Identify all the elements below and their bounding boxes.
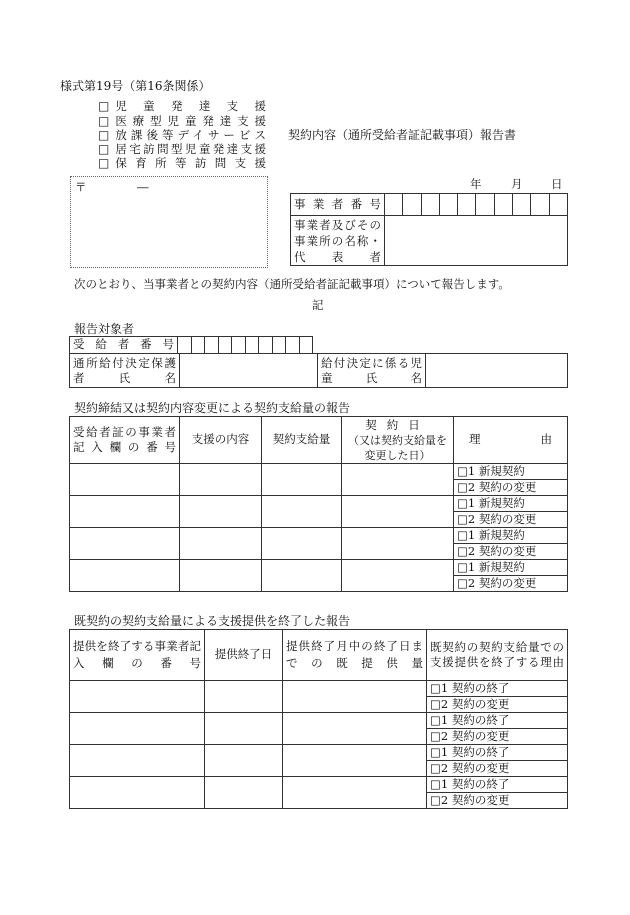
reason-contract-change[interactable]: [427, 697, 568, 713]
entry-number-cell[interactable]: [70, 528, 180, 560]
section1-title: 報告対象者: [74, 322, 135, 336]
amount-cell[interactable]: [262, 528, 342, 560]
termination-entry-header: 提供を終了する事業者記入欄の番号: [70, 630, 205, 681]
checkbox-icon[interactable]: □: [457, 479, 468, 494]
termination-entry-cell[interactable]: [70, 713, 205, 745]
checkbox-icon[interactable]: □: [98, 142, 110, 157]
provider-number-digit[interactable]: [549, 194, 567, 216]
checkbox-icon[interactable]: □: [457, 559, 468, 574]
end-date-cell[interactable]: [205, 745, 283, 777]
reason-label: 1 新規契約: [467, 463, 525, 478]
service-label: 居宅訪問型児童発達支援: [115, 141, 266, 156]
termination-table: [69, 629, 568, 809]
amount-cell[interactable]: [262, 560, 342, 592]
reason-label: 1 新規契約: [467, 559, 525, 574]
end-date-cell[interactable]: [205, 777, 283, 809]
provided-amount-cell[interactable]: [283, 745, 427, 777]
provider-number-digit[interactable]: [476, 194, 494, 216]
checkbox-icon[interactable]: □: [430, 776, 441, 791]
recipient-number-digit[interactable]: [259, 337, 273, 354]
checkbox-icon[interactable]: □: [457, 463, 468, 478]
provided-amount-cell[interactable]: [283, 713, 427, 745]
checkbox-icon[interactable]: □: [430, 680, 441, 695]
section3-title: 既契約の契約支給量による支援提供を終了した報告: [74, 614, 351, 628]
service-label: 放課後等デイサービス: [115, 127, 266, 142]
guardian-name-field[interactable]: [180, 354, 318, 388]
recipient-number-digit[interactable]: [286, 337, 300, 354]
provided-amount-header: 提供終了月中の終了日までの既提供量: [283, 630, 427, 681]
service-label: 保育所等訪問支援: [115, 155, 266, 170]
reason-contract-change[interactable]: [454, 480, 568, 496]
date-month: 月: [511, 177, 523, 191]
contract-date-cell[interactable]: [342, 496, 454, 528]
reason-contract-change[interactable]: [427, 793, 568, 809]
provider-number-digit[interactable]: [439, 194, 457, 216]
checkbox-icon[interactable]: □: [457, 495, 468, 510]
reason-label: 1 契約の終了: [440, 744, 510, 759]
contract-date-cell[interactable]: [342, 528, 454, 560]
recipient-number-digit[interactable]: [218, 337, 232, 354]
provider-number-digit[interactable]: [458, 194, 476, 216]
entry-number-cell[interactable]: [70, 496, 180, 528]
service-content-cell[interactable]: [180, 464, 262, 496]
provider-table: [290, 193, 568, 266]
contract-date-sub: （又は契約支給量を変更した日）: [348, 433, 447, 462]
reason-contract-end[interactable]: [427, 745, 568, 761]
amount-cell[interactable]: [262, 464, 342, 496]
reason-header: 理由: [454, 417, 568, 464]
amount-header: 契約支給量: [262, 417, 342, 464]
reason-label: 1 契約の終了: [440, 712, 510, 727]
reason-new-contract[interactable]: [454, 560, 568, 576]
reason-label: 2 契約の変更: [467, 575, 537, 590]
recipient-number-digit[interactable]: [178, 337, 192, 354]
provider-number-digit[interactable]: [385, 194, 403, 216]
checkbox-icon[interactable]: □: [457, 527, 468, 542]
end-date-cell[interactable]: [205, 713, 283, 745]
provided-amount-cell[interactable]: [283, 777, 427, 809]
checkbox-icon[interactable]: □: [457, 511, 468, 526]
checkbox-icon[interactable]: □: [430, 696, 441, 711]
reason-label: 2 契約の変更: [467, 543, 537, 558]
service-content-cell[interactable]: [180, 496, 262, 528]
reason-label: 2 契約の変更: [467, 479, 537, 494]
recipient-number-digit[interactable]: [272, 337, 286, 354]
form-number: 様式第19号（第16条関係）: [60, 79, 211, 93]
date-day: 日: [551, 177, 563, 191]
reason-contract-end[interactable]: [427, 713, 568, 729]
amount-cell[interactable]: [262, 496, 342, 528]
contract-date-cell[interactable]: [342, 560, 454, 592]
reason-contract-end[interactable]: [427, 681, 568, 697]
checkbox-icon[interactable]: □: [430, 792, 441, 807]
end-date-header: 提供終了日: [205, 630, 283, 681]
checkbox-icon[interactable]: □: [457, 575, 468, 590]
checkbox-icon[interactable]: □: [430, 744, 441, 759]
provided-amount-cell[interactable]: [283, 681, 427, 713]
address-box[interactable]: [70, 176, 268, 268]
service-checkbox-2[interactable]: [98, 128, 266, 143]
recipient-number-digit[interactable]: [191, 337, 205, 354]
intro-text: 次のとおり、当事業者との契約内容（通所受給者証記載事項）について報告します。: [74, 277, 510, 291]
reason-new-contract[interactable]: [454, 464, 568, 480]
checkbox-icon[interactable]: □: [430, 760, 441, 775]
checkbox-icon[interactable]: □: [98, 156, 110, 171]
recipient-number-digit[interactable]: [299, 337, 313, 354]
recipient-number-digit[interactable]: [205, 337, 219, 354]
service-checkbox-3[interactable]: [98, 142, 266, 157]
end-date-cell[interactable]: [205, 681, 283, 713]
date-year: 年: [470, 177, 482, 191]
provider-number-digit[interactable]: [531, 194, 549, 216]
reason-label: 1 新規契約: [467, 527, 525, 542]
checkbox-icon[interactable]: □: [430, 728, 441, 743]
provider-number-label: 事業者番号: [291, 194, 385, 216]
reason-contract-end[interactable]: [427, 777, 568, 793]
section2-title: 契約締結又は契約内容変更による契約支給量の報告: [74, 401, 351, 415]
service-content-cell[interactable]: [180, 528, 262, 560]
provider-name-label: 事業者及びその事業所の名称・代表者: [291, 216, 385, 266]
service-content-cell[interactable]: [180, 560, 262, 592]
reason-label: 2 契約の変更: [440, 728, 510, 743]
reason-new-contract[interactable]: [454, 496, 568, 512]
postal-dash: ―: [137, 180, 149, 194]
contract-date-title: 契約日: [365, 417, 430, 432]
reason-label: 2 契約の変更: [440, 696, 510, 711]
entry-number-header: 受給者証の事業者記入欄の番号: [70, 417, 180, 464]
reason-label: 2 契約の変更: [440, 760, 510, 775]
guardian-label: 通所給付決定保護者氏名: [70, 354, 180, 388]
termination-reason-header: 既契約の契約支給量での支援提供を終了する理由: [427, 630, 568, 681]
reason-contract-change[interactable]: [454, 512, 568, 528]
recipient-number-digit[interactable]: [245, 337, 259, 354]
reason-contract-change[interactable]: [454, 544, 568, 560]
service-checkbox-4[interactable]: [98, 156, 266, 171]
entry-number-cell[interactable]: [70, 464, 180, 496]
child-label: 給付決定に係る児童氏名: [318, 354, 426, 388]
ki-mark: 記: [312, 298, 324, 312]
provider-name-field[interactable]: [385, 216, 568, 266]
service-label: 児童発達支援: [115, 98, 266, 113]
recipient-number-digit[interactable]: [232, 337, 246, 354]
entry-number-cell[interactable]: [70, 560, 180, 592]
reason-contract-change[interactable]: [454, 576, 568, 592]
reason-label: 1 契約の終了: [440, 680, 510, 695]
checkbox-icon[interactable]: □: [457, 543, 468, 558]
checkbox-icon[interactable]: □: [98, 99, 110, 114]
service-checkbox-0[interactable]: [98, 99, 266, 114]
termination-entry-cell[interactable]: [70, 681, 205, 713]
recipient-number-label: 受給者番号: [70, 337, 178, 354]
provider-number-digit[interactable]: [421, 194, 439, 216]
service-checkbox-1[interactable]: [98, 114, 266, 129]
provider-number-digit[interactable]: [403, 194, 421, 216]
provider-number-digit[interactable]: [513, 194, 531, 216]
child-name-field[interactable]: [426, 354, 568, 388]
reason-new-contract[interactable]: [454, 528, 568, 544]
reason-label: 1 契約の終了: [440, 776, 510, 791]
contract-date-header: [342, 417, 454, 464]
checkbox-icon[interactable]: □: [430, 712, 441, 727]
postal-mark: 〒: [75, 180, 87, 194]
recipient-number-table: [69, 336, 313, 354]
termination-entry-cell[interactable]: [70, 745, 205, 777]
checkbox-icon[interactable]: □: [98, 114, 110, 129]
contract-date-cell[interactable]: [342, 464, 454, 496]
service-content-header: 支援の内容: [180, 417, 262, 464]
termination-entry-cell[interactable]: [70, 777, 205, 809]
recipient-name-table: [69, 353, 568, 388]
provider-number-digit[interactable]: [494, 194, 512, 216]
reason-label: 2 契約の変更: [467, 511, 537, 526]
reason-label: 2 契約の変更: [440, 792, 510, 807]
reason-contract-change[interactable]: [427, 729, 568, 745]
checkbox-icon[interactable]: □: [98, 128, 110, 143]
service-label: 医療型児童発達支援: [115, 113, 266, 128]
reason-contract-change[interactable]: [427, 761, 568, 777]
contract-table: [69, 416, 568, 592]
report-title: 契約内容（通所受給者証記載事項）報告書: [288, 128, 517, 142]
reason-label: 1 新規契約: [467, 495, 525, 510]
